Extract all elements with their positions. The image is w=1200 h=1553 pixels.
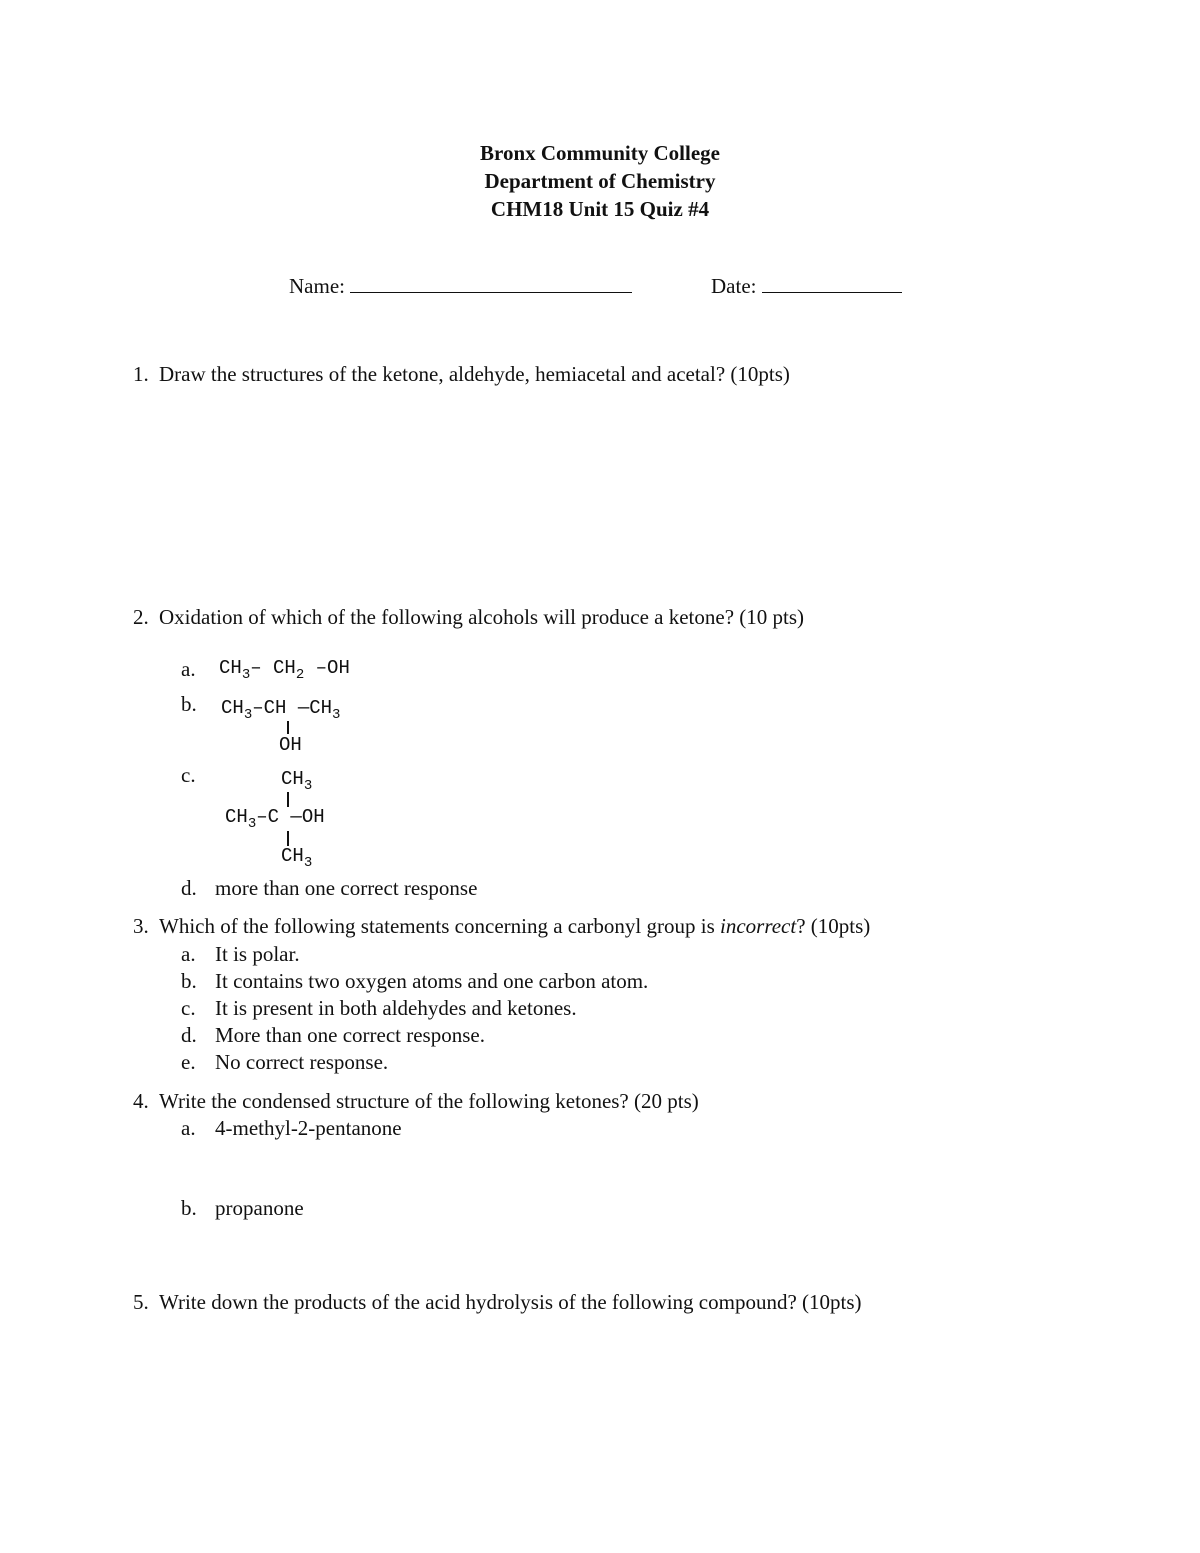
q2-option-d-text: more than one correct response [215, 876, 478, 900]
q2-option-a-letter: a. [181, 657, 196, 681]
q2-option-b-formula: $CH_3-CH$ $—CH_3$ [221, 697, 341, 723]
q2-option-a-formula: $CH_3-$ $CH_2$ –OH [219, 657, 350, 683]
q4-option-a-text: 4-methyl-2-pentanone [215, 1116, 402, 1140]
q3-number: 3. [133, 914, 149, 938]
q2-c-bond-top [287, 792, 289, 807]
q3-option-c-text: It is present in both aldehydes and ketones. [215, 996, 577, 1020]
q5-number: 5. [133, 1290, 149, 1314]
q3-option-d-text: More than one correct response. [215, 1023, 485, 1047]
q2-option-c-main: $CH_3-C$ —OH [225, 806, 325, 832]
q4-option-b-text: propanone [215, 1196, 304, 1220]
q2-option-b-letter: b. [181, 692, 197, 716]
q3-option-b-text: It contains two oxygen atoms and one carbon atom. [215, 969, 649, 993]
q2-option-d-letter: d. [181, 876, 197, 900]
q5-text: Write down the products of the acid hydrolysis of the following compound? (10pts) [159, 1290, 862, 1314]
q2-number: 2. [133, 605, 149, 629]
q2-c-bond-bottom [287, 831, 289, 846]
date-blank[interactable] [762, 292, 902, 293]
q2-b-bond [287, 721, 289, 734]
name-field[interactable] [289, 274, 632, 299]
q2-option-b-branch: OH [279, 734, 302, 756]
q3-emphasis: incorrect [720, 914, 797, 938]
date-field[interactable] [711, 274, 902, 299]
q4-number: 4. [133, 1089, 149, 1113]
q3-option-c-letter: c. [181, 996, 196, 1020]
department-name: Department of Chemistry [484, 169, 716, 193]
q4-text: Write the condensed structure of the following ketones? (20 pts) [159, 1089, 699, 1113]
quiz-title: CHM18 Unit 15 Quiz #4 [490, 197, 710, 221]
q3-option-e-letter: e. [181, 1050, 196, 1074]
q3-text: Which of the following statements concerning a carbonyl group is incorrect? (10pts) [159, 914, 871, 938]
q3-option-b-letter: b. [181, 969, 197, 993]
q1-text: Draw the structures of the ketone, aldehyde, hemiacetal and acetal? (10pts) [159, 362, 790, 386]
q2-text: Oxidation of which of the following alcohols will produce a ketone? (10 pts) [159, 605, 805, 629]
q3-option-e-text: No correct response. [215, 1050, 389, 1074]
q4-option-b-letter: b. [181, 1196, 197, 1220]
q1-number: 1. [133, 362, 149, 386]
q2-option-c-letter: c. [181, 763, 196, 787]
name-blank[interactable] [350, 292, 632, 293]
name-label: Name: [289, 274, 345, 298]
q3-option-a-text: It is polar. [215, 942, 300, 966]
q3-option-d-letter: d. [181, 1023, 197, 1047]
q3-option-a-letter: a. [181, 942, 196, 966]
q2-option-c-top: $CH_3$ [281, 768, 313, 794]
q2-option-c-bottom: $CH_3$ [281, 845, 313, 871]
date-label: Date: [711, 274, 757, 298]
college-name: Bronx Community College [480, 141, 720, 165]
q4-option-a-letter: a. [181, 1116, 196, 1140]
